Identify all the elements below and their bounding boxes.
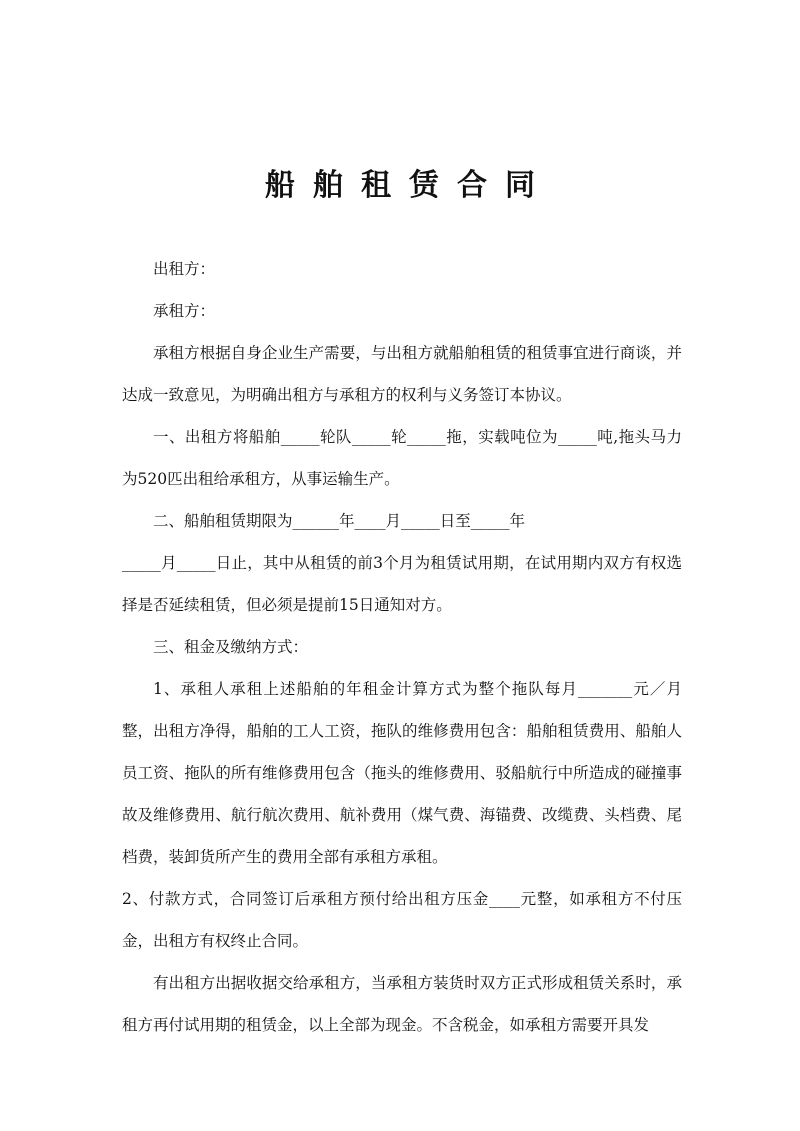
paragraph-receipt: 有出租方出据收据交给承租方，当承租方装货时双方正式形成租赁关系时，承租方再付试用期的租赁金，以上全部为现金。不含税金，如承租方需要开具发 [122, 974, 682, 1034]
paragraph-clause-1: 一、出租方将船舶_____轮队_____轮_____拖，实载吨位为_____吨,拖头马力为520匹出租给承租方，从事运输生产。 [122, 428, 682, 488]
paragraph-clause-2-cont: _____月_____日止，其中从租赁的前3个月为租赁试用期，在试用期内双方有权选择是否延续租赁，但必须是提前15日通知对方。 [122, 554, 682, 614]
document-title: 船舶租赁合同 [265, 168, 553, 203]
paragraph-intro: 承租方根据自身企业生产需要，与出租方就船舶租赁的租赁事宜进行商谈，并达成一致意见，为明确出租方与承租方的权利与义务签订本协议。 [122, 344, 682, 404]
paragraph-lessor: 出租方： [153, 260, 216, 278]
document-body [122, 248, 682, 1046]
paragraph-clause-2-start: 二、船舶租赁期限为______年____月_____日至_____年 [153, 512, 526, 530]
paragraph-clause-3-1: 1、承租人承租上述船舶的年租金计算方式为整个拖队每月_______元／月整，出租方净得，船舶的工人工资，拖队的维修费用包含：船舶租赁费用、船舶人员工资、拖队的所有维修费用包含（拖头的维修费用、驳船航行中所造成的碰撞事故及维修费用、航行航次费用、航补费用（煤气费、海锚费、改缆费、头档费、尾档费，装卸货所产生的费用全部有承租方承租。 [122, 680, 682, 866]
paragraph-clause-3-2: 2、付款方式，合同签订后承租方预付给出租方压金____元整，如承租方不付压金，出租方有权终止合同。 [122, 890, 682, 950]
paragraph-lessee: 承租方： [153, 302, 216, 320]
paragraph-clause-3: 三、租金及缴纳方式： [153, 638, 309, 656]
